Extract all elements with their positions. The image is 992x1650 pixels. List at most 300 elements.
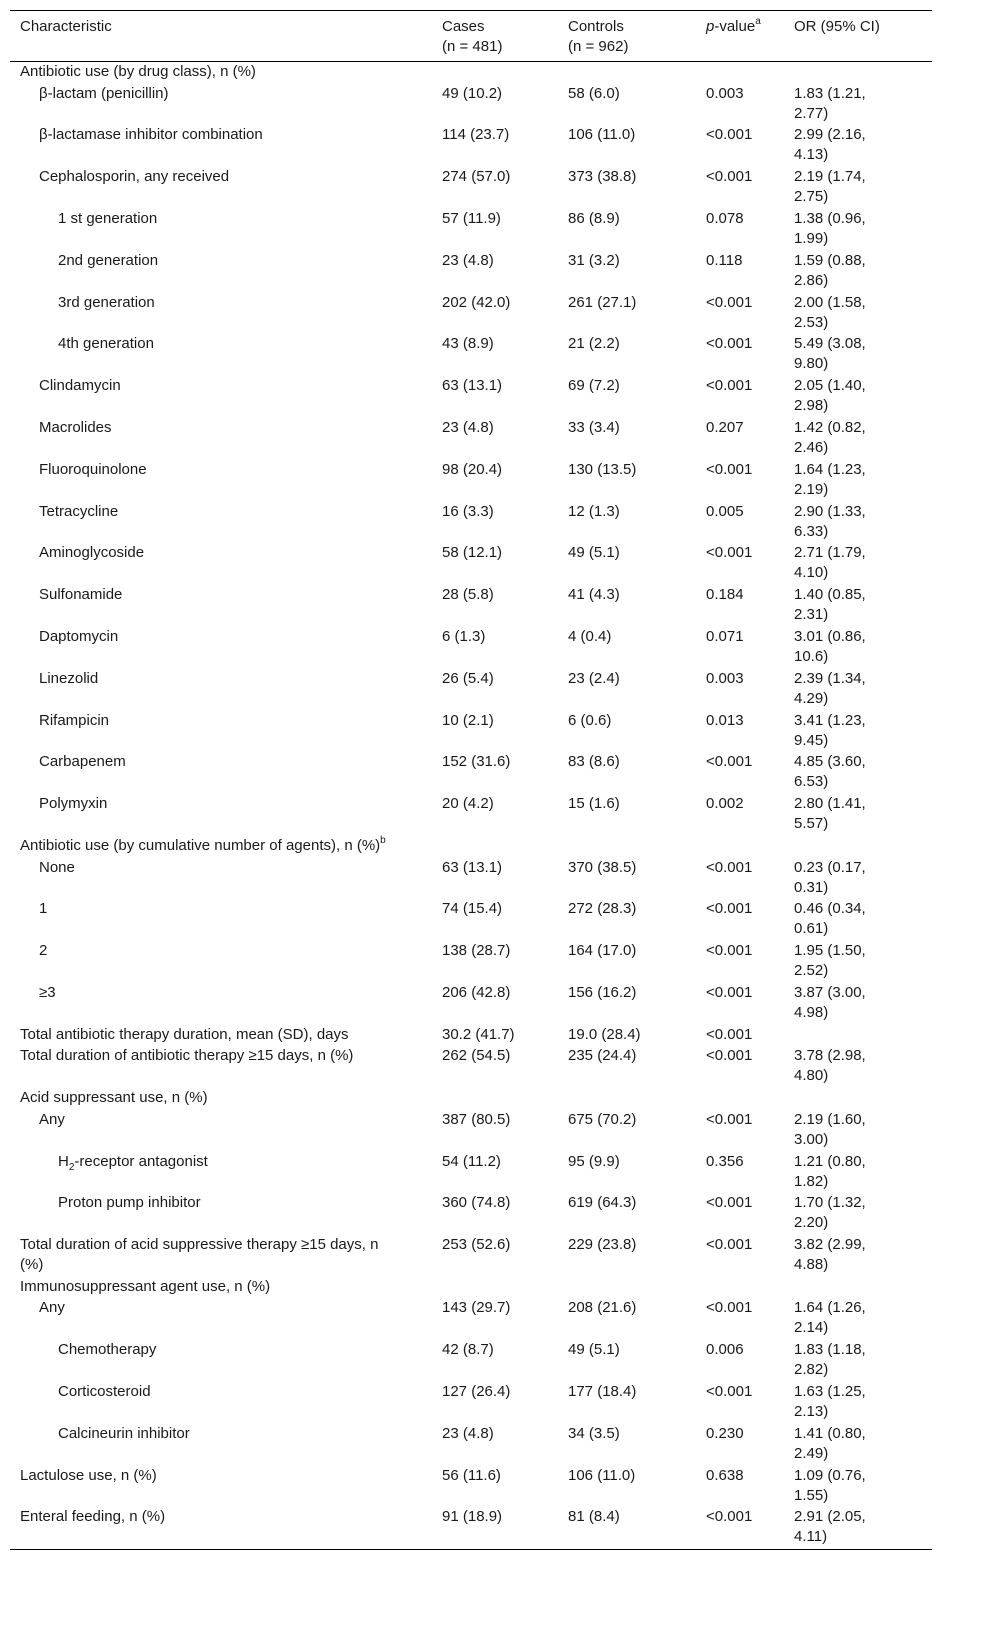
p-value: <0.001 [706, 1047, 753, 1065]
label-text: β-lactamase inhibitor combination [39, 126, 263, 144]
odds-ratio [794, 794, 866, 834]
table-row [10, 983, 932, 1025]
table-row [10, 167, 932, 209]
table-row [10, 1382, 932, 1424]
label-text: (%) [20, 1256, 44, 1274]
or-line: 3.82 (2.99, [794, 1236, 866, 1254]
p-value: <0.001 [706, 335, 753, 353]
cases-value: 138 (28.7) [442, 942, 511, 960]
or-line: 9.80) [794, 355, 829, 373]
section-header-row [10, 836, 932, 858]
cases-value: 114 (23.7) [442, 126, 510, 144]
table-row [10, 376, 932, 418]
row-label [20, 1046, 353, 1066]
row-label [39, 460, 147, 480]
p-value: 0.005 [706, 502, 744, 520]
table-row [10, 1193, 932, 1235]
label-text: Fluoroquinolone [39, 460, 147, 478]
table-row [10, 941, 932, 983]
cases-value: 10 (2.1) [442, 711, 494, 729]
label-text: Rifampicin [39, 711, 110, 729]
cases-value: 6 (1.3) [442, 627, 486, 645]
row-label [39, 585, 122, 605]
odds-ratio [794, 1235, 866, 1275]
table-row [10, 1507, 932, 1549]
table-row [10, 125, 932, 167]
label-text: 4th generation [58, 335, 154, 353]
controls-value: 208 (21.6) [568, 1299, 637, 1317]
p-value: <0.001 [706, 377, 753, 395]
or-line: 0.61) [794, 920, 829, 938]
table-row [10, 460, 932, 502]
odds-ratio [794, 1507, 866, 1547]
controls-value: 106 (11.0) [568, 126, 636, 144]
label-text: H [58, 1152, 69, 1170]
or-line: 2.05 (1.40, [794, 377, 866, 395]
label-text: Enteral feeding, n (%) [20, 1508, 166, 1526]
table-row [10, 334, 932, 376]
or-line: 2.99 (2.16, [794, 126, 866, 144]
or-line: 6.53) [794, 773, 829, 791]
cases-value: 28 (5.8) [442, 586, 494, 604]
or-line: 2.00 (1.58, [794, 293, 866, 311]
or-line: 2.19 (1.74, [794, 168, 866, 186]
or-line: 2.46) [794, 438, 829, 456]
odds-ratio [794, 418, 866, 458]
header-controls-n: (n = 962) [568, 38, 629, 55]
label-text: Antibiotic use (by cumulative number of agents), n (%) [20, 836, 381, 854]
table-row [10, 1340, 932, 1382]
controls-value: 6 (0.6) [568, 711, 612, 729]
odds-ratio [794, 167, 866, 207]
section-header-row [10, 1277, 932, 1299]
or-line: 2.90 (1.33, [794, 502, 866, 520]
odds-ratio [794, 125, 866, 165]
row-label [20, 1025, 349, 1045]
cases-value: 127 (26.4) [442, 1383, 511, 1401]
cases-value: 152 (31.6) [442, 753, 511, 771]
header-pvalue [706, 17, 761, 37]
p-value: 0.078 [706, 209, 744, 227]
p-value: 0.071 [706, 627, 744, 645]
cases-value: 91 (18.9) [442, 1508, 503, 1526]
or-line: 2.98) [794, 397, 829, 415]
controls-value: 23 (2.4) [568, 669, 620, 687]
row-label [39, 1110, 65, 1130]
odds-ratio [794, 460, 866, 500]
or-line: 0.46 (0.34, [794, 900, 866, 918]
or-line: 1.95 (1.50, [794, 942, 866, 960]
header-cases-label: Cases [442, 18, 485, 35]
table-body [10, 62, 932, 1549]
or-line: 4.85 (3.60, [794, 753, 866, 771]
label-text: Total duration of antibiotic therapy ≥15 days, n (%) [20, 1047, 354, 1065]
table-row [10, 752, 932, 794]
or-line: 2.20) [794, 1214, 829, 1232]
or-line: 2.80 (1.41, [794, 795, 866, 813]
row-label [58, 251, 158, 271]
or-line: 1.83 (1.18, [794, 1341, 866, 1359]
odds-ratio [794, 1382, 866, 1422]
header-pvalue-p: p [706, 18, 715, 35]
or-line: 1.82) [794, 1172, 829, 1190]
table-row [10, 251, 932, 293]
table-row [10, 794, 932, 836]
table-row [10, 1152, 932, 1194]
p-value: 0.356 [706, 1152, 744, 1170]
header-cases [442, 17, 502, 57]
controls-value: 49 (5.1) [568, 544, 620, 562]
controls-value: 81 (8.4) [568, 1508, 620, 1526]
label-footnote: b [380, 834, 386, 846]
label-text: ≥3 [39, 983, 56, 1001]
or-line: 3.00) [794, 1130, 829, 1148]
p-value: 0.118 [706, 251, 743, 269]
or-line: 5.49 (3.08, [794, 335, 866, 353]
or-line: 2.13) [794, 1403, 829, 1421]
controls-value: 15 (1.6) [568, 795, 620, 813]
or-line: 2.14) [794, 1319, 829, 1337]
controls-value: 261 (27.1) [568, 293, 637, 311]
row-label [39, 125, 263, 145]
or-line: 10.6) [794, 647, 829, 665]
or-line: 1.70 (1.32, [794, 1194, 866, 1212]
cases-value: 43 (8.9) [442, 335, 494, 353]
table-row [10, 1046, 932, 1088]
or-line: 0.31) [794, 878, 829, 896]
odds-ratio [794, 858, 866, 898]
label-text: 1 st generation [58, 209, 158, 227]
cases-value: 274 (57.0) [442, 168, 511, 186]
row-label [39, 752, 126, 772]
label-text: Corticosteroid [58, 1383, 151, 1401]
cases-value: 206 (42.8) [442, 983, 511, 1001]
or-line: 4.80) [794, 1067, 829, 1085]
controls-value: 12 (1.3) [568, 502, 620, 520]
p-value: <0.001 [706, 460, 753, 478]
table-row [10, 1424, 932, 1466]
header-cases-n: (n = 481) [442, 38, 503, 55]
label-text: Daptomycin [39, 627, 119, 645]
or-line: 1.64 (1.23, [794, 460, 866, 478]
or-line: 2.77) [794, 104, 829, 122]
row-label [39, 1298, 65, 1318]
cases-value: 26 (5.4) [442, 669, 494, 687]
cases-value: 262 (54.5) [442, 1047, 511, 1065]
p-value: 0.006 [706, 1341, 744, 1359]
label-text: Any [39, 1110, 65, 1128]
or-line: 2.91 (2.05, [794, 1508, 866, 1526]
label-text: Proton pump inhibitor [58, 1194, 201, 1212]
controls-value: 619 (64.3) [568, 1194, 637, 1212]
odds-ratio [794, 1193, 866, 1233]
cases-value: 20 (4.2) [442, 795, 494, 813]
odds-ratio [794, 1046, 866, 1086]
or-line: 1.59 (0.88, [794, 251, 866, 269]
controls-value: 4 (0.4) [568, 627, 612, 645]
controls-value: 95 (9.9) [568, 1152, 620, 1170]
p-value: 0.638 [706, 1466, 744, 1484]
row-label [20, 1466, 157, 1486]
or-line: 4.98) [794, 1003, 829, 1021]
controls-value: 83 (8.6) [568, 753, 620, 771]
table-row [10, 209, 932, 251]
or-line: 3.01 (0.86, [794, 627, 866, 645]
row-label [58, 293, 155, 313]
odds-ratio [794, 209, 866, 249]
cases-value: 23 (4.8) [442, 251, 494, 269]
or-line: 1.63 (1.25, [794, 1383, 866, 1401]
characteristics-table [10, 10, 932, 1550]
table-row [10, 1298, 932, 1340]
label-text: β-lactam (penicillin) [39, 84, 169, 102]
p-value: 0.230 [706, 1424, 744, 1442]
table-header-row [10, 11, 932, 61]
label-text: Macrolides [39, 418, 112, 436]
odds-ratio [794, 1298, 866, 1338]
p-value: <0.001 [706, 753, 753, 771]
cases-value: 74 (15.4) [442, 900, 503, 918]
table-row [10, 502, 932, 544]
cases-value: 58 (12.1) [442, 544, 503, 562]
cases-value: 23 (4.8) [442, 1424, 494, 1442]
row-label [58, 1424, 190, 1444]
or-line: 2.52) [794, 962, 829, 980]
label-text: Linezolid [39, 669, 99, 687]
table-row [10, 858, 932, 900]
p-value: <0.001 [706, 858, 753, 876]
row-label [39, 711, 109, 731]
or-line: 3.78 (2.98, [794, 1047, 866, 1065]
p-value: <0.001 [706, 1383, 753, 1401]
or-line: 1.55) [794, 1486, 829, 1504]
cases-value: 23 (4.8) [442, 418, 494, 436]
section-header-row [10, 1088, 932, 1110]
p-value: 0.184 [706, 586, 744, 604]
or-line: 4.88) [794, 1256, 829, 1274]
row-label [39, 167, 229, 187]
controls-value: 69 (7.2) [568, 377, 620, 395]
table-bottom-rule [10, 1549, 932, 1550]
row-label [58, 334, 154, 354]
cases-value: 16 (3.3) [442, 502, 494, 520]
odds-ratio [794, 293, 866, 333]
odds-ratio [794, 376, 866, 416]
cases-value: 63 (13.1) [442, 858, 503, 876]
table-row [10, 627, 932, 669]
p-value: <0.001 [706, 1508, 753, 1526]
or-line: 9.45) [794, 731, 829, 749]
controls-value: 31 (3.2) [568, 251, 620, 269]
header-characteristic: Characteristic [20, 18, 112, 35]
label-text: Total duration of acid suppressive therapy ≥15 days, n [20, 1236, 379, 1254]
header-controls-label: Controls [568, 18, 624, 35]
p-value: <0.001 [706, 1236, 753, 1254]
p-value: <0.001 [706, 168, 753, 186]
label-text: Acid suppressant use, n (%) [20, 1089, 208, 1107]
or-line: 2.75) [794, 188, 829, 206]
cases-value: 49 (10.2) [442, 84, 503, 102]
controls-value: 86 (8.9) [568, 209, 620, 227]
row-label [58, 1152, 208, 1172]
table-row [10, 1466, 932, 1508]
row-label [39, 627, 118, 647]
controls-value: 373 (38.8) [568, 168, 637, 186]
row-label [39, 899, 47, 919]
or-line: 2.19) [794, 480, 829, 498]
controls-value: 229 (23.8) [568, 1236, 637, 1254]
or-line: 2.71 (1.79, [794, 544, 866, 562]
label-text: Lactulose use, n (%) [20, 1466, 157, 1484]
or-line: 2.31) [794, 606, 829, 624]
controls-value: 235 (24.4) [568, 1047, 637, 1065]
p-value: 0.207 [706, 418, 744, 436]
label-text: Any [39, 1299, 65, 1317]
header-or: OR (95% CI) [794, 18, 880, 35]
p-value: <0.001 [706, 1194, 753, 1212]
controls-value: 49 (5.1) [568, 1341, 620, 1359]
row-label [39, 858, 75, 878]
or-line: 6.33) [794, 522, 829, 540]
cases-value: 56 (11.6) [442, 1466, 501, 1484]
controls-value: 130 (13.5) [568, 460, 637, 478]
or-line: 2.49) [794, 1444, 829, 1462]
table-row [10, 1235, 932, 1277]
table-row [10, 1025, 932, 1047]
odds-ratio [794, 711, 866, 751]
controls-value: 164 (17.0) [568, 942, 637, 960]
odds-ratio [794, 334, 866, 374]
header-pvalue-rest: -value [714, 18, 756, 35]
p-value: <0.001 [706, 293, 753, 311]
header-pvalue-footnote: a [755, 16, 761, 27]
cases-value: 202 (42.0) [442, 293, 511, 311]
or-line: 2.39 (1.34, [794, 669, 866, 687]
label-text: -receptor antagonist [74, 1152, 208, 1170]
or-line: 2.82) [794, 1361, 829, 1379]
row-label [39, 84, 169, 104]
p-value: 0.002 [706, 795, 744, 813]
or-line: 4.11) [794, 1528, 828, 1546]
label-text: Chemotherapy [58, 1341, 157, 1359]
label-text: Immunosuppressant agent use, n (%) [20, 1277, 271, 1295]
section-header-row [10, 62, 932, 84]
p-value: <0.001 [706, 1299, 753, 1317]
controls-value: 177 (18.4) [568, 1383, 637, 1401]
p-value: <0.001 [706, 126, 753, 144]
cases-value: 98 (20.4) [442, 460, 503, 478]
row-label [39, 543, 144, 563]
odds-ratio [794, 1466, 866, 1506]
or-line: 1.41 (0.80, [794, 1424, 866, 1442]
or-line: 0.23 (0.17, [794, 858, 866, 876]
odds-ratio [794, 752, 866, 792]
table-row [10, 711, 932, 753]
row-label [20, 1507, 165, 1527]
odds-ratio [794, 899, 866, 939]
table-row [10, 84, 932, 126]
or-line: 5.57) [794, 815, 829, 833]
or-line: 1.64 (1.26, [794, 1299, 866, 1317]
row-label [58, 1382, 151, 1402]
cases-value: 30.2 (41.7) [442, 1025, 515, 1043]
odds-ratio [794, 1340, 866, 1380]
row-label [58, 1340, 156, 1360]
table-row [10, 293, 932, 335]
controls-value: 41 (4.3) [568, 586, 620, 604]
row-label [39, 983, 56, 1003]
controls-value: 34 (3.5) [568, 1424, 620, 1442]
odds-ratio [794, 251, 866, 291]
row-label [20, 1235, 378, 1275]
odds-ratio [794, 543, 866, 583]
odds-ratio [794, 941, 866, 981]
p-value: <0.001 [706, 1025, 753, 1043]
label-text: Polymyxin [39, 795, 108, 813]
odds-ratio [794, 502, 866, 542]
table-row [10, 1110, 932, 1152]
or-line: 1.83 (1.21, [794, 84, 866, 102]
label-subscript: 2 [68, 1161, 75, 1173]
odds-ratio [794, 585, 866, 625]
row-label [58, 1193, 201, 1213]
controls-value: 106 (11.0) [568, 1466, 636, 1484]
cases-value: 387 (80.5) [442, 1110, 511, 1128]
odds-ratio [794, 669, 866, 709]
controls-value: 156 (16.2) [568, 983, 637, 1001]
row-label [58, 209, 157, 229]
or-line: 1.40 (0.85, [794, 586, 866, 604]
label-text: Aminoglycoside [39, 544, 145, 562]
row-label [20, 62, 256, 82]
cases-value: 360 (74.8) [442, 1194, 511, 1212]
label-text: 3rd generation [58, 293, 155, 311]
cases-value: 57 (11.9) [442, 209, 501, 227]
table-row [10, 899, 932, 941]
odds-ratio [794, 84, 866, 124]
table-row [10, 585, 932, 627]
controls-value: 21 (2.2) [568, 335, 620, 353]
or-line: 4.29) [794, 689, 829, 707]
p-value: <0.001 [706, 1110, 753, 1128]
row-label [20, 1088, 208, 1108]
row-label [39, 794, 107, 814]
cases-value: 54 (11.2) [442, 1152, 501, 1170]
table-row [10, 418, 932, 460]
p-value: <0.001 [706, 942, 753, 960]
odds-ratio [794, 983, 866, 1023]
label-text: Cephalosporin, any received [39, 168, 230, 186]
cases-value: 42 (8.7) [442, 1341, 494, 1359]
label-text: Clindamycin [39, 377, 121, 395]
label-text: Antibiotic use (by drug class), n (%) [20, 63, 256, 80]
or-line: 4.13) [794, 146, 829, 164]
row-label [39, 941, 47, 961]
label-text: Carbapenem [39, 753, 126, 771]
label-text: Calcineurin inhibitor [58, 1424, 190, 1442]
controls-value: 19.0 (28.4) [568, 1025, 641, 1043]
p-value: <0.001 [706, 544, 753, 562]
controls-value: 58 (6.0) [568, 84, 620, 102]
or-line: 3.87 (3.00, [794, 983, 866, 1001]
or-line: 3.41 (1.23, [794, 711, 866, 729]
label-text: Tetracycline [39, 502, 119, 520]
p-value: <0.001 [706, 983, 753, 1001]
label-text: 1 [39, 900, 48, 918]
or-line: 1.09 (0.76, [794, 1466, 866, 1484]
label-text: Total antibiotic therapy duration, mean (SD), days [20, 1025, 349, 1043]
header-controls [568, 17, 628, 57]
